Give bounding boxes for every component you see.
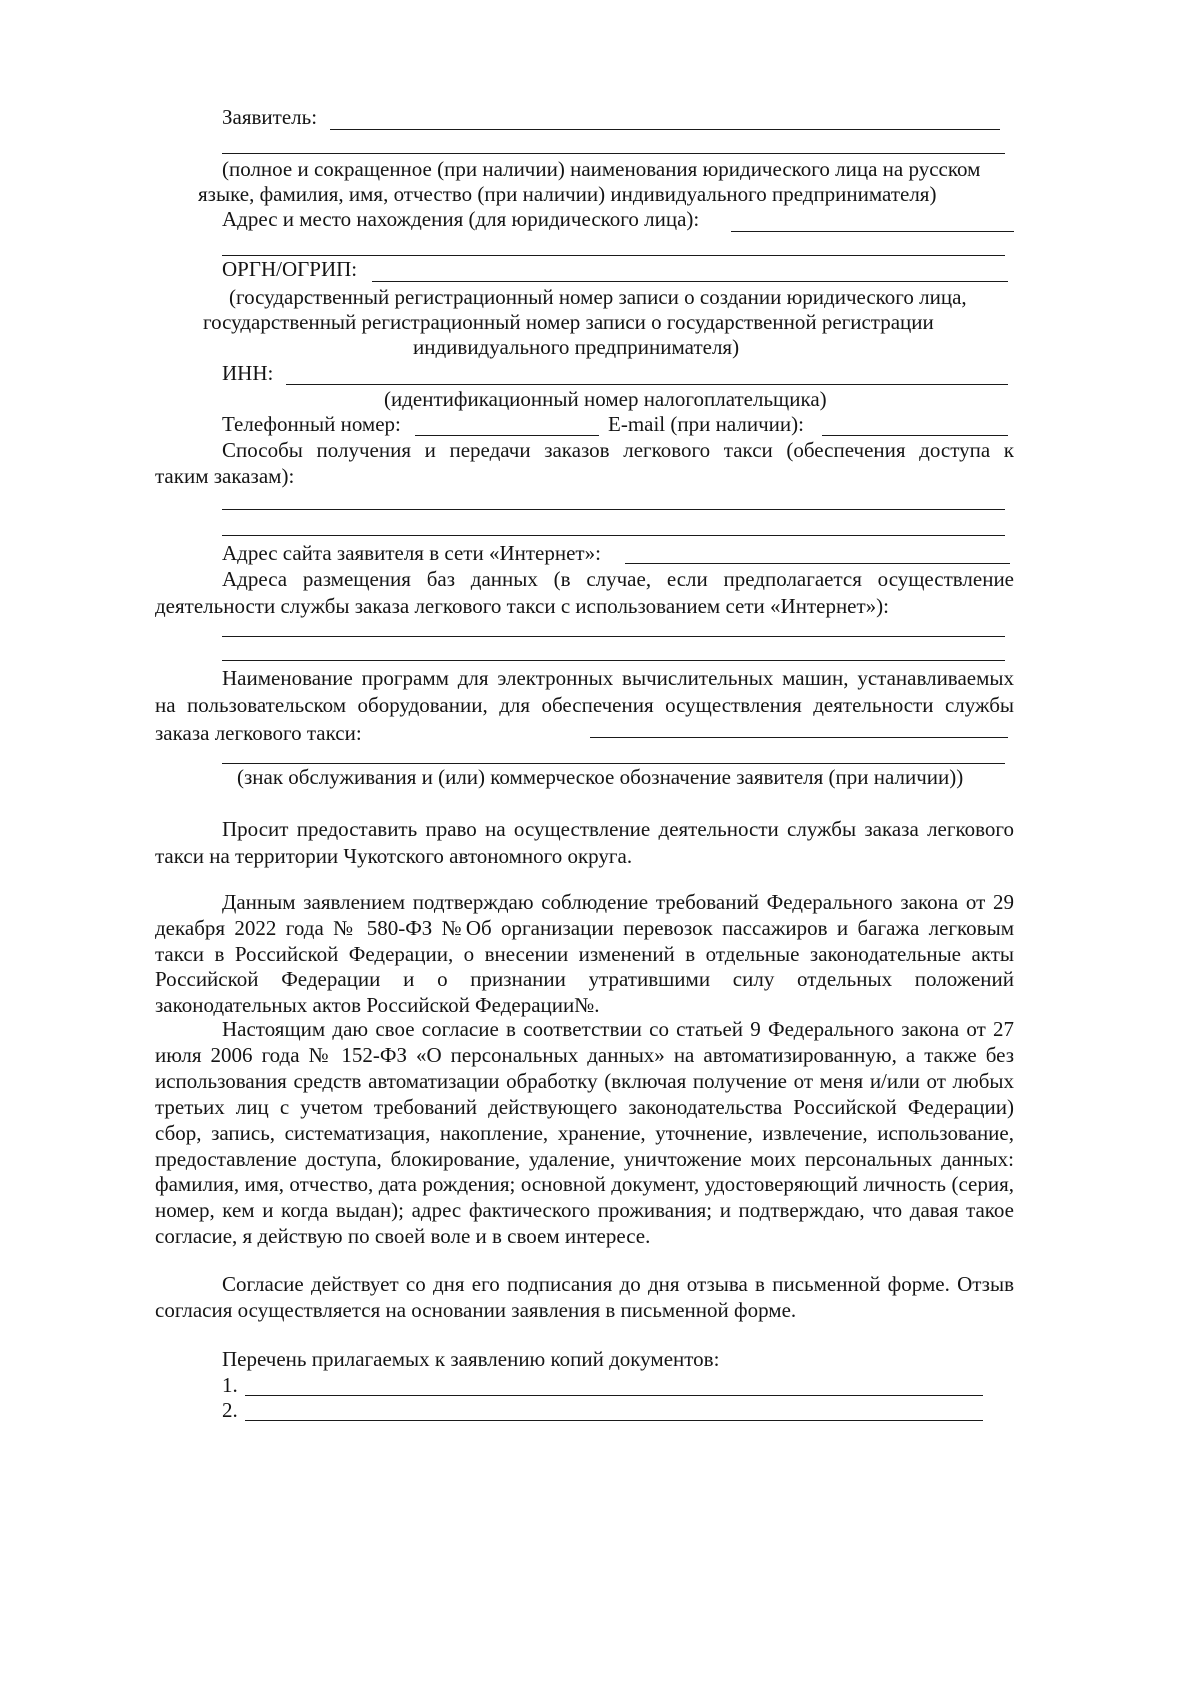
address-field[interactable]: [731, 231, 1014, 232]
attachments-title: Перечень прилагаемых к заявлению копий документов:: [222, 1347, 720, 1371]
request-paragraph: Просит предоставить право на осуществление деятельности службы заказа легкового такси на территории Чукотского автономного округа.: [155, 817, 1014, 869]
trademark-field[interactable]: [222, 763, 1005, 764]
website-field[interactable]: [625, 563, 1010, 564]
email-label: E-mail (при наличии):: [608, 412, 804, 436]
attachment-field[interactable]: [245, 1420, 983, 1421]
databases-field[interactable]: [222, 636, 1005, 637]
ogrn-note: индивидуального предпринимателя): [413, 335, 740, 359]
phone-label: Телефонный номер:: [222, 412, 401, 436]
software-field[interactable]: [590, 737, 1008, 738]
order-methods-text: таким заказам):: [155, 464, 295, 488]
inn-label: ИНН:: [222, 361, 274, 385]
address-label: Адрес и место нахождения (для юридического лица):: [222, 207, 700, 231]
consent-validity-paragraph: Согласие действует со дня его подписания до дня отзыва в письменной форме. Отзыв согласия осуществляется на основании заявления в письменной форме.: [155, 1272, 1014, 1322]
email-field[interactable]: [822, 435, 1008, 436]
applicant-name-note: (полное и сокращенное (при наличии) наименования юридического лица на русском: [222, 157, 981, 181]
attachment-number: 2.: [222, 1398, 238, 1422]
order-methods-field[interactable]: [222, 535, 1005, 536]
databases-text: Адреса размещения баз данных (в случае, если предполагается осуществление деятельности службы заказа легкового такси с использованием сети «Интернет»):: [155, 567, 1014, 619]
databases-field[interactable]: [222, 660, 1005, 661]
order-methods-text: Способы получения и передачи заказов легкового такси (обеспечения доступа к: [222, 438, 1014, 462]
address-field-continued[interactable]: [222, 255, 1005, 256]
attachment-number: 1.: [222, 1373, 238, 1397]
software-text: Наименование программ для электронных вычислительных машин, устанавливаемых на пользовательском оборудовании, для обеспечения осуществления деятельности службы заказа легкового такси:: [155, 666, 1014, 745]
order-methods-field[interactable]: [222, 509, 1005, 510]
consent-paragraph: Настоящим даю свое согласие в соответствии со статьей 9 Федерального закона от 27 июля 2006 года № 152-ФЗ «О персональных данных» на автоматизированную, а также без использования средств автоматизации обработку (включая получение от меня и/или от любых третьих лиц с учетом требований действующего законодательства Российской Федерации) сбор, запись, систематизация, накопление, хранение, уточнение, извлечение, использование, предоставление доступа, блокирование, удаление, уничтожение моих персональных данных: фамилия, имя, отчество, дата рождения; основной документ, удостоверяющий личность (серия, номер, кем и когда выдан); адрес фактического проживания; и подтверждаю, что давая такое согласие, я действую по своей воле и в своем интересе.: [155, 1017, 1014, 1249]
inn-field[interactable]: [286, 384, 1008, 385]
inn-note: (идентификационный номер налогоплательщика): [384, 387, 827, 411]
ogrn-field[interactable]: [372, 281, 1008, 282]
trademark-note: (знак обслуживания и (или) коммерческое обозначение заявителя (при наличии)): [237, 765, 964, 789]
website-label: Адрес сайта заявителя в сети «Интернет»:: [222, 541, 601, 565]
ogrn-label: ОРГН/ОГРИП:: [222, 257, 358, 281]
applicant-name-field[interactable]: [330, 129, 1000, 130]
ogrn-note: государственный регистрационный номер записи о государственной регистрации: [203, 310, 934, 334]
attachment-field[interactable]: [245, 1395, 983, 1396]
applicant-name-note: языке, фамилия, имя, отчество (при наличии) индивидуального предпринимателя): [198, 182, 937, 206]
ogrn-note: (государственный регистрационный номер записи о создании юридического лица,: [229, 285, 967, 309]
phone-field[interactable]: [415, 435, 599, 436]
applicant-label: Заявитель:: [222, 105, 318, 129]
compliance-paragraph: Данным заявлением подтверждаю соблюдение требований Федерального закона от 29 декабря 2022 года № 580-ФЗ №Об организации перевозок пассажиров и багажа легковым такси в Российской Федерации, о внесении изменений в отдельные законодательные акты Российской Федерации и о признании утратившими силу отдельных положений законодательных актов Российской Федерации№.: [155, 890, 1014, 1018]
applicant-name-field-continued[interactable]: [222, 153, 1005, 154]
